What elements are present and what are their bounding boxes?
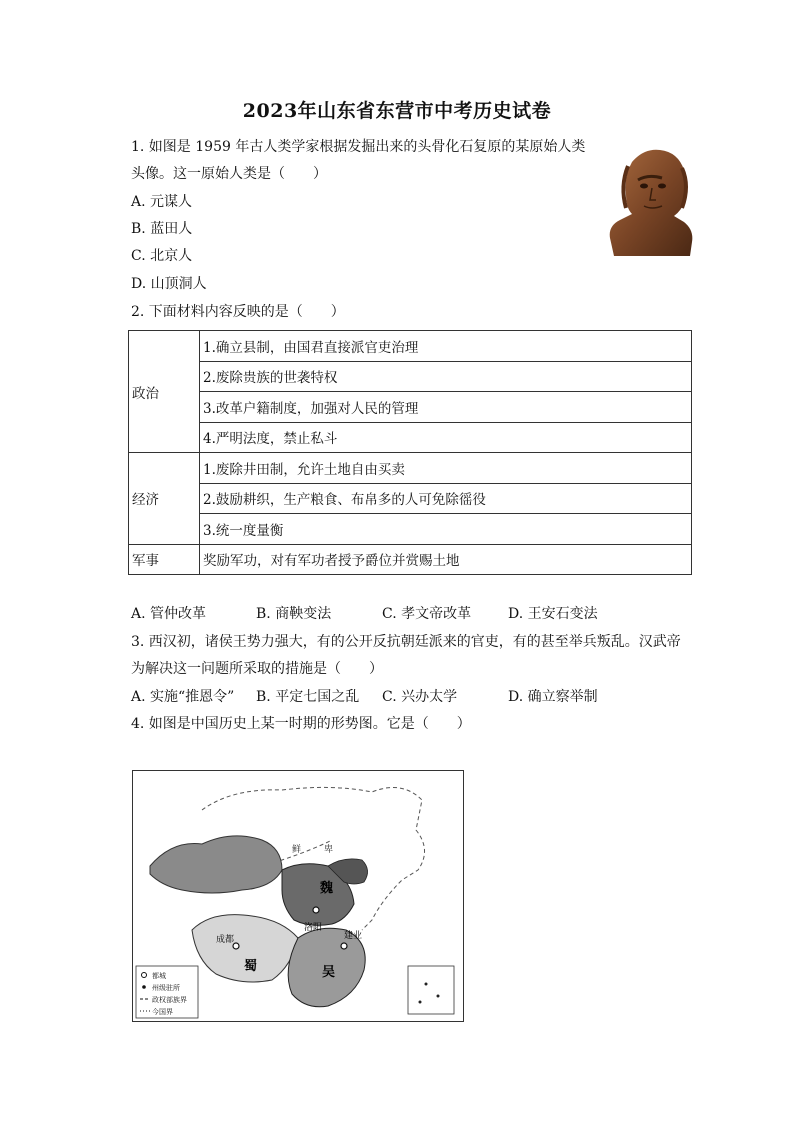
- q2-option-a[interactable]: A. 管仲改革: [131, 606, 207, 622]
- table-cell: 3.改革户籍制度，加强对人民的管理: [200, 392, 692, 423]
- q3-option-d[interactable]: D. 确立察举制: [508, 689, 598, 705]
- q1-option-b[interactable]: B. 蓝田人: [131, 221, 193, 237]
- material-table: [128, 330, 692, 575]
- table-row: [129, 483, 692, 514]
- map-label: 鲜: [292, 845, 302, 855]
- q1-stem-line1: 1. 如图是 1959 年古人类学家根据发掘出来的头骨化石复原的某原始人类: [131, 139, 586, 155]
- q3-option-a[interactable]: A. 实施“推恩令”: [131, 689, 235, 705]
- table-row: [129, 392, 692, 423]
- q2-options: [131, 604, 691, 624]
- map-label-shu: 蜀: [244, 959, 258, 974]
- exam-title: 2023年山东省东营市中考历史试卷: [242, 100, 552, 122]
- q1-option-d[interactable]: D. 山顶洞人: [131, 276, 207, 292]
- q3-option-c[interactable]: C. 兴办太学: [382, 689, 458, 705]
- table-cell: 1.废除井田制，允许土地自由买卖: [200, 453, 692, 484]
- table-row: [129, 361, 692, 392]
- table-category-politics: 政治: [129, 331, 200, 453]
- legend-label: 今国界: [152, 1008, 173, 1016]
- q3-stem-line2: 为解决这一问题所采取的措施是（ ）: [131, 661, 383, 677]
- q3-options: [131, 687, 691, 707]
- table-row: [129, 331, 692, 362]
- legend-label: 政权部族界: [152, 996, 187, 1004]
- map-label: 洛阳: [304, 923, 323, 933]
- map-label-wu: 吴: [322, 965, 336, 980]
- map-label: 卑: [324, 845, 334, 855]
- table-cell: 奖励军功，对有军功者授予爵位并赏赐土地: [200, 544, 692, 575]
- map-label: 建业: [344, 931, 363, 941]
- map-label-wei: 魏: [320, 881, 334, 896]
- table-cell: 4.严明法度，禁止私斗: [200, 422, 692, 453]
- fossil-bust-image: [604, 146, 696, 258]
- table-row: [129, 514, 692, 545]
- legend-label: 州级驻所: [152, 984, 180, 992]
- capital-marker: [313, 907, 319, 913]
- q2-stem: 2. 下面材料内容反映的是（ ）: [131, 304, 345, 320]
- q4-stem: 4. 如图是中国历史上某一时期的形势图。它是（ ）: [131, 716, 471, 732]
- table-cell: 2.废除贵族的世袭特权: [200, 361, 692, 392]
- q2-option-b[interactable]: B. 商鞅变法: [256, 606, 332, 622]
- map-label: 成都: [216, 935, 235, 945]
- table-category-military: 军事: [129, 544, 200, 575]
- table-row: [129, 422, 692, 453]
- table-row: [129, 453, 692, 484]
- table-category-economy: 经济: [129, 453, 200, 545]
- table-cell: 1.确立县制，由国君直接派官吏治理: [200, 331, 692, 362]
- table-cell: 3.统一度量衡: [200, 514, 692, 545]
- q1-stem-line2: 头像。这一原始人类是（ ）: [131, 166, 327, 182]
- q3-stem-line1: 3. 西汉初，诸侯王势力强大，有的公开反抗朝廷派来的官吏，有的甚至举兵叛乱。汉武帝: [131, 634, 681, 650]
- capital-marker: [341, 943, 347, 949]
- q3-option-b[interactable]: B. 平定七国之乱: [256, 689, 360, 705]
- q1-option-a[interactable]: A. 元谋人: [131, 194, 193, 210]
- historical-map: [132, 770, 464, 1022]
- q1-option-c[interactable]: C. 北京人: [131, 248, 193, 264]
- table-row: [129, 544, 692, 575]
- legend-label: 都城: [152, 972, 166, 980]
- table-cell: 2.鼓励耕织，生产粮食、布帛多的人可免除徭役: [200, 483, 692, 514]
- q2-option-d[interactable]: D. 王安石变法: [508, 606, 598, 622]
- q2-option-c[interactable]: C. 孝文帝改革: [382, 606, 472, 622]
